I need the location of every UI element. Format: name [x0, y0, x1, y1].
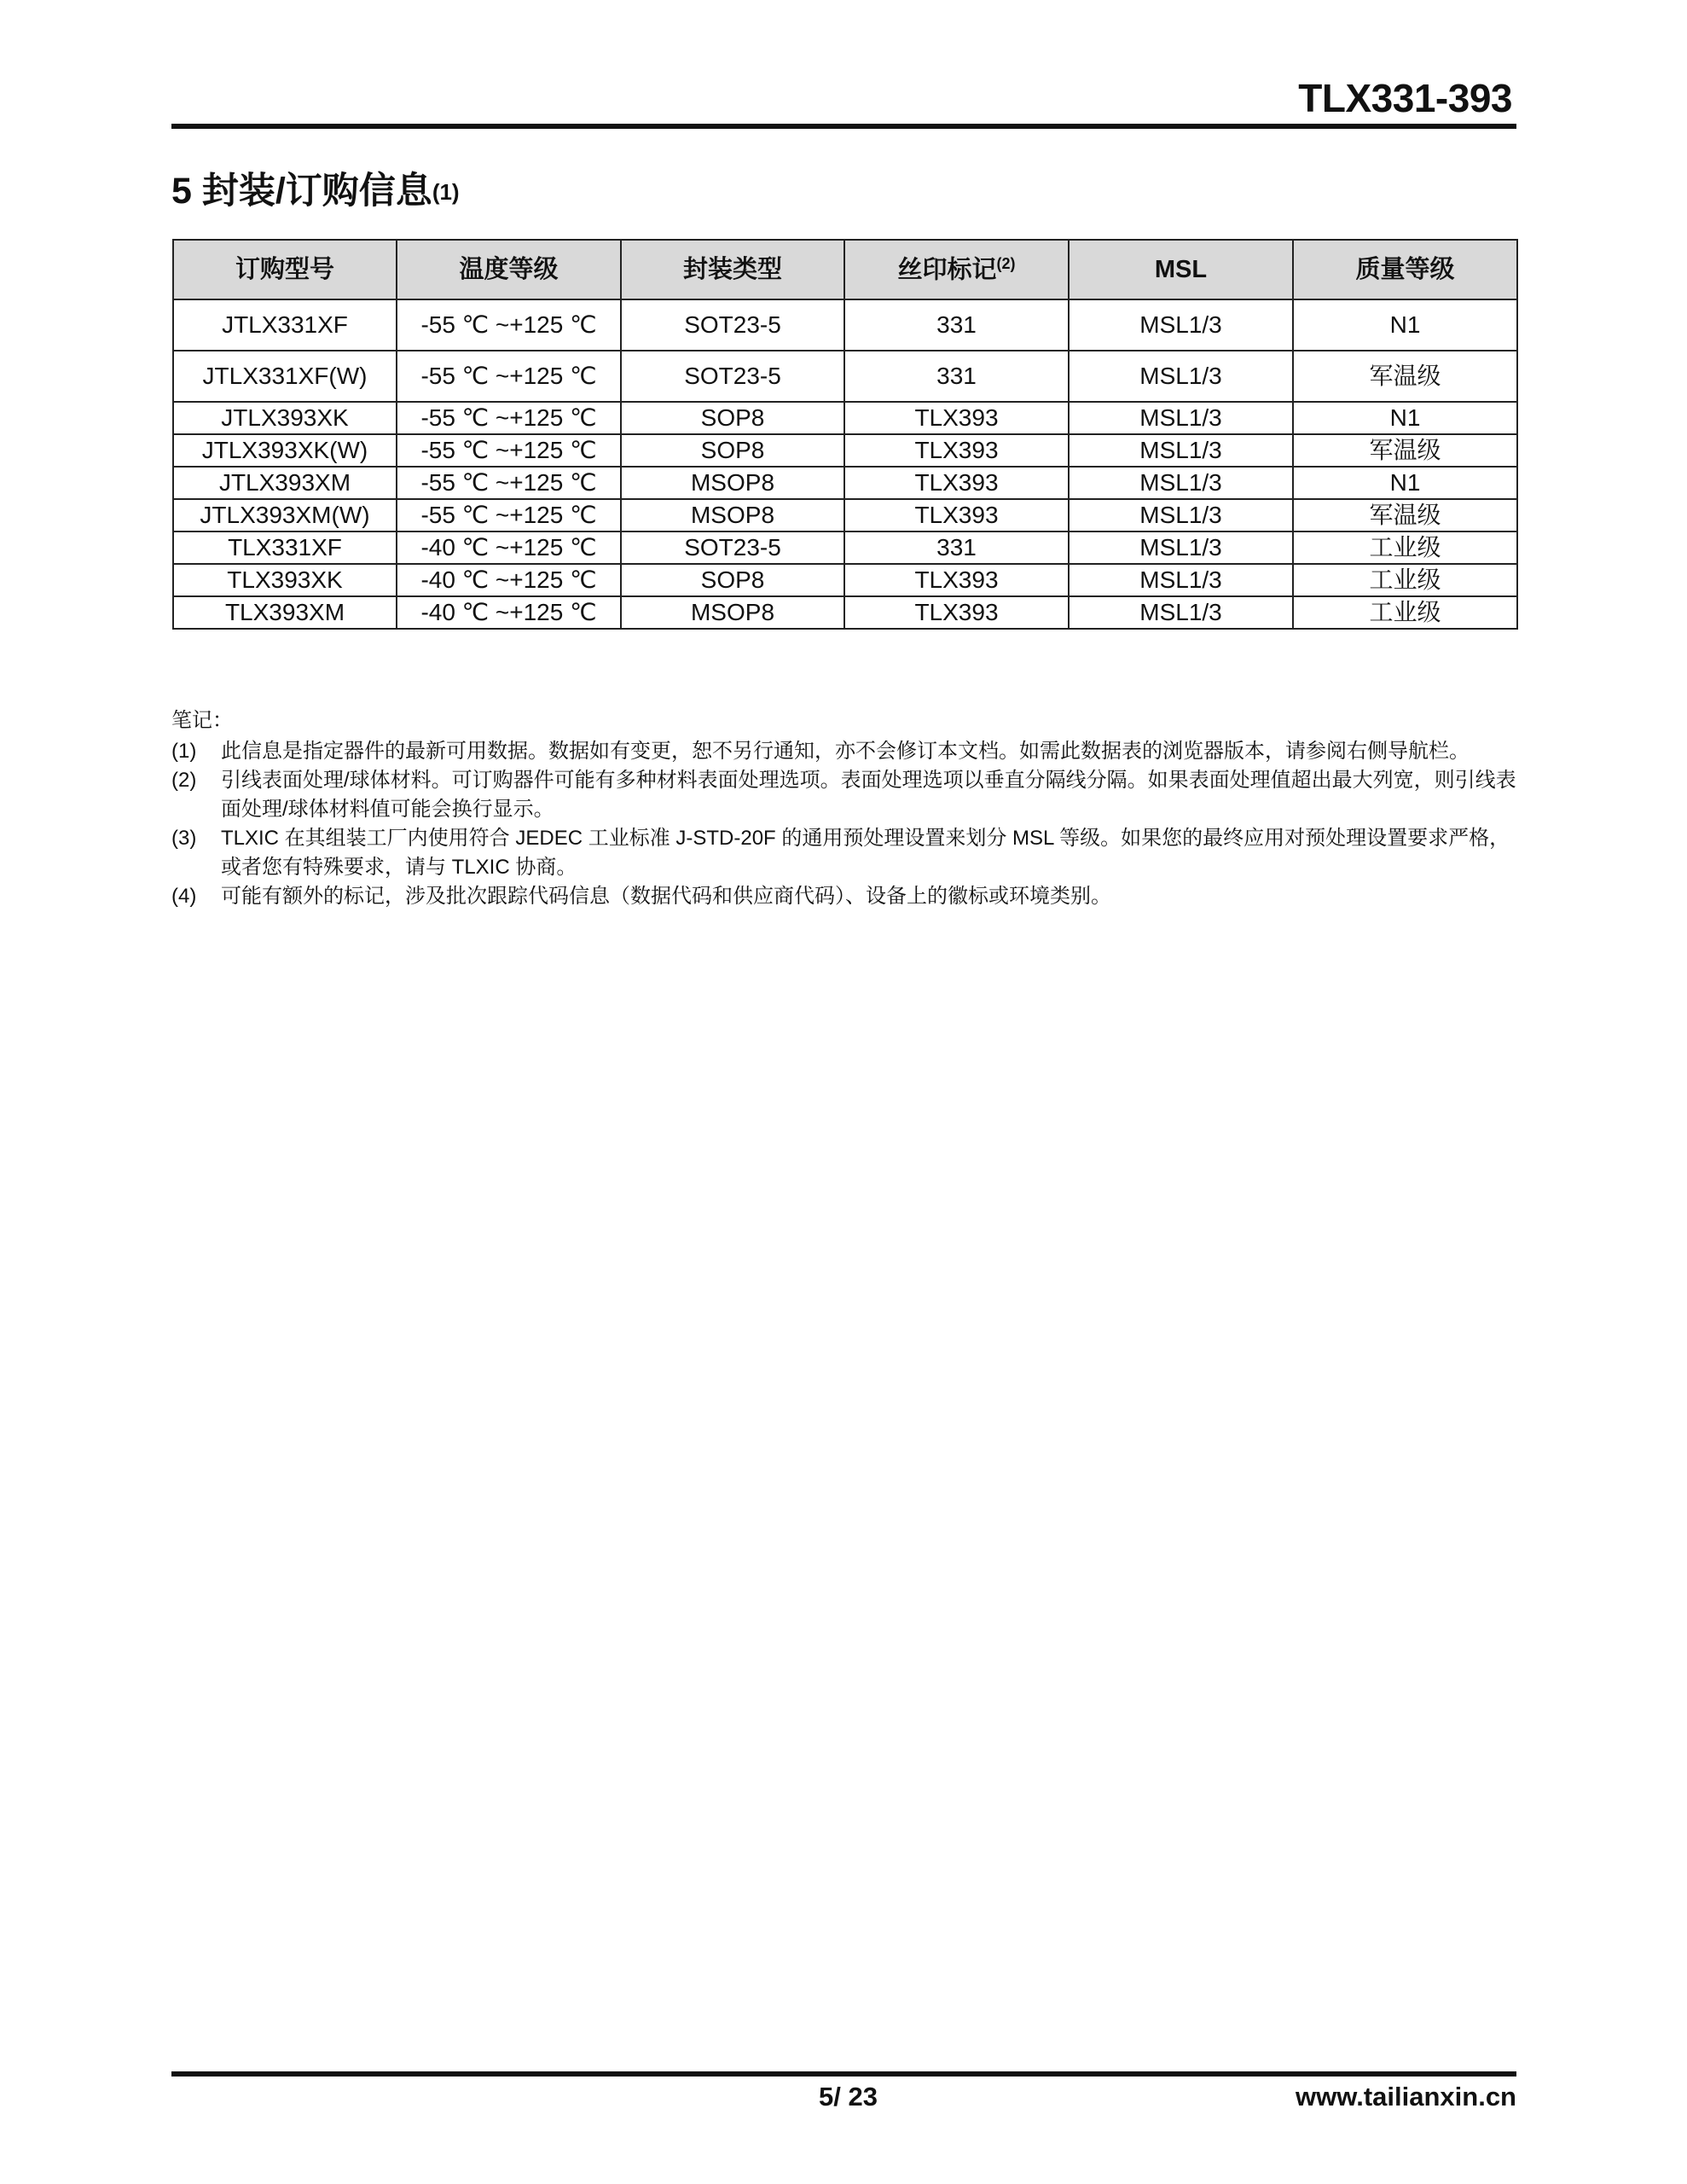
note-item [171, 882, 1519, 911]
cell-part-number: TLX393XM [173, 596, 397, 629]
cell-package: MSOP8 [621, 467, 844, 499]
table-row [173, 299, 1517, 351]
cell-part-number: JTLX331XF(W) [173, 351, 397, 402]
cell-package: SOP8 [621, 564, 844, 596]
cell-marking: 331 [844, 531, 1069, 564]
footer-rule [171, 2071, 1516, 2077]
cell-temperature: -40 ℃ ~+125 ℃ [397, 596, 621, 629]
cell-quality: N1 [1293, 402, 1517, 434]
note-number: (4) [171, 885, 197, 908]
cell-package: SOT23-5 [621, 351, 844, 402]
col-header-package: 封装类型 [621, 240, 844, 299]
cell-quality: 军温级 [1293, 499, 1517, 531]
cell-msl: MSL1/3 [1069, 351, 1293, 402]
cell-quality: 军温级 [1293, 351, 1517, 402]
table-row [173, 531, 1517, 564]
cell-package: SOT23-5 [621, 531, 844, 564]
note-number: (1) [171, 740, 197, 763]
cell-marking: 331 [844, 299, 1069, 351]
marking-footnote-ref: (2) [996, 255, 1016, 273]
header-rule [171, 124, 1516, 129]
cell-part-number: TLX393XK [173, 564, 397, 596]
note-item [171, 824, 1519, 882]
note-number: (2) [171, 769, 197, 792]
table-row [173, 564, 1517, 596]
cell-msl: MSL1/3 [1069, 564, 1293, 596]
cell-msl: MSL1/3 [1069, 596, 1293, 629]
note-item [171, 737, 1519, 766]
col-header-marking: 丝印标记$^{(2)}$ [844, 240, 1069, 299]
document-title: TLX331-393 [1298, 76, 1512, 120]
cell-msl: MSL1/3 [1069, 531, 1293, 564]
note-item [171, 766, 1519, 824]
cell-msl: MSL1/3 [1069, 499, 1293, 531]
cell-quality: 工业级 [1293, 531, 1517, 564]
cell-quality: 军温级 [1293, 434, 1517, 467]
cell-msl: MSL1/3 [1069, 434, 1293, 467]
note-text: 此信息是指定器件的最新可用数据。数据如有变更，恕不另行通知，亦不会修订本文档。如需此数据表的浏览器版本，请参阅右侧导航栏。 [221, 740, 1470, 763]
cell-msl: MSL1/3 [1069, 402, 1293, 434]
table-row [173, 499, 1517, 531]
cell-marking: 331 [844, 351, 1069, 402]
notes-title: 笔记： [171, 709, 233, 732]
cell-marking: TLX393 [844, 402, 1069, 434]
cell-temperature: -40 ℃ ~+125 ℃ [397, 531, 621, 564]
cell-package: SOP8 [621, 402, 844, 434]
cell-temperature: -55 ℃ ~+125 ℃ [397, 434, 621, 467]
cell-package: SOT23-5 [621, 299, 844, 351]
cell-part-number: JTLX393XM [173, 467, 397, 499]
note-number: (3) [171, 827, 197, 850]
table-row [173, 402, 1517, 434]
cell-temperature: -55 ℃ ~+125 ℃ [397, 467, 621, 499]
cell-marking: TLX393 [844, 499, 1069, 531]
table-row [173, 467, 1517, 499]
page-number: 5/ 23 [819, 2082, 878, 2111]
cell-marking: TLX393 [844, 467, 1069, 499]
cell-marking: TLX393 [844, 596, 1069, 629]
cell-marking: TLX393 [844, 564, 1069, 596]
col-header-msl: MSL [1069, 240, 1293, 299]
cell-part-number: TLX331XF [173, 531, 397, 564]
table-row [173, 351, 1517, 402]
cell-quality: N1 [1293, 299, 1517, 351]
section-heading [171, 162, 460, 214]
notes-section [171, 706, 1519, 911]
col-header-part-number: 订购型号 [173, 240, 397, 299]
cell-part-number: JTLX331XF [173, 299, 397, 351]
col-header-quality: 质量等级 [1293, 240, 1517, 299]
section-heading-footnote-ref: (1) [432, 179, 460, 205]
ordering-info-table [172, 239, 1518, 630]
table-row [173, 434, 1517, 467]
col-header-temperature: 温度等级 [397, 240, 621, 299]
cell-temperature: -55 ℃ ~+125 ℃ [397, 402, 621, 434]
table-header-row [173, 240, 1517, 299]
table-row [173, 596, 1517, 629]
cell-package: MSOP8 [621, 596, 844, 629]
website-url: www.tailianxin.cn [1296, 2082, 1516, 2111]
cell-part-number: JTLX393XK(W) [173, 434, 397, 467]
cell-temperature: -55 ℃ ~+125 ℃ [397, 499, 621, 531]
cell-marking: TLX393 [844, 434, 1069, 467]
cell-msl: MSL1/3 [1069, 299, 1293, 351]
cell-package: MSOP8 [621, 499, 844, 531]
cell-part-number: JTLX393XK [173, 402, 397, 434]
note-text: 可能有额外的标记，涉及批次跟踪代码信息（数据代码和供应商代码）、设备上的徽标或环境类别。 [221, 885, 1111, 908]
cell-package: SOP8 [621, 434, 844, 467]
cell-temperature: -40 ℃ ~+125 ℃ [397, 564, 621, 596]
cell-temperature: -55 ℃ ~+125 ℃ [397, 351, 621, 402]
note-text: TLXIC 在其组装工厂内使用符合 JEDEC 工业标准 J-STD-20F 的通用预处理设置来划分 MSL 等级。如果您的最终应用对预处理设置要求严格，或者您有特殊要求，请与 TLXIC 协商。 [221, 827, 1510, 879]
section-heading-text: 5 封装/订购信息 [171, 171, 432, 212]
note-text: 引线表面处理/球体材料。可订购器件可能有多种材料表面处理选项。表面处理选项以垂直分隔线分隔。如果表面处理值超出最大列宽，则引线表面处理/球体材料值可能会换行显示。 [221, 769, 1516, 821]
cell-quality: N1 [1293, 467, 1517, 499]
cell-part-number: JTLX393XM(W) [173, 499, 397, 531]
cell-msl: MSL1/3 [1069, 467, 1293, 499]
cell-quality: 工业级 [1293, 596, 1517, 629]
cell-temperature: -55 ℃ ~+125 ℃ [397, 299, 621, 351]
cell-quality: 工业级 [1293, 564, 1517, 596]
